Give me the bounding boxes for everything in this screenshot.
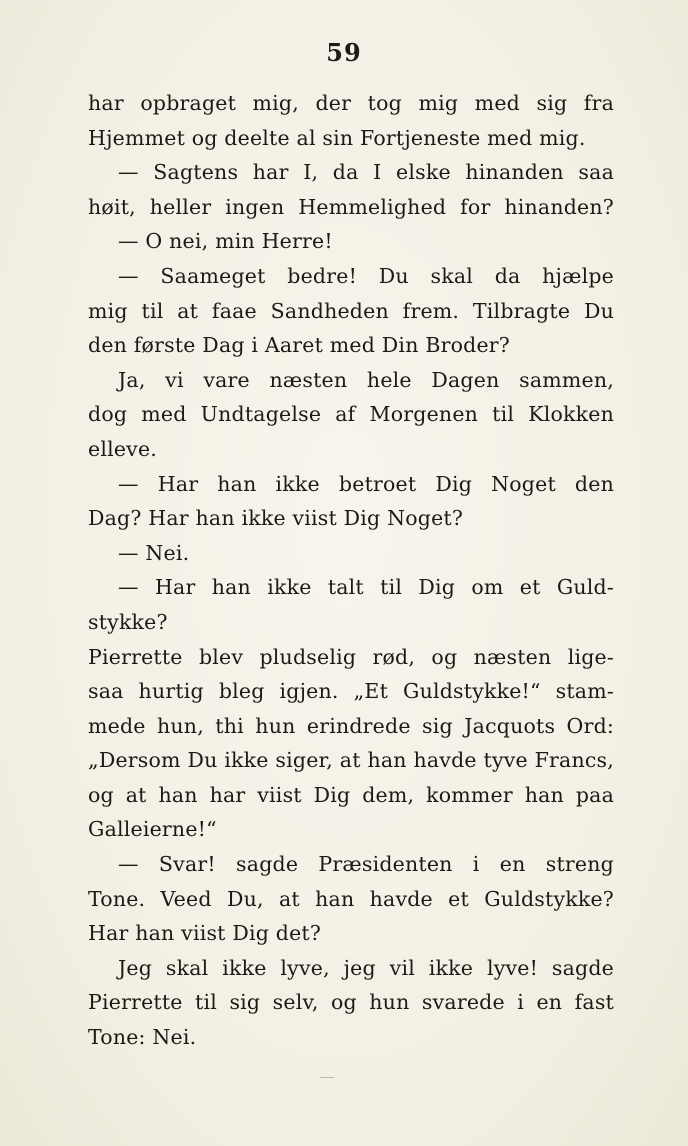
text-line: og at han har viist Dig dem, kommer han paa (88, 782, 614, 807)
body-text (88, 86, 614, 1055)
text-line: — Har han ikke talt til Dig om et Guld- (118, 575, 614, 600)
text-line: — Nei. (118, 540, 190, 565)
text-line: dog med Undtagelse af Morgenen til Klokken (88, 402, 614, 427)
text-line: „Dersom Du ikke siger, at han havde tyve Francs, (88, 748, 614, 773)
text-line: mig til at faae Sandheden frem. Tilbragte Du (88, 298, 614, 323)
text-line: — Saameget bedre! Du skal da hjælpe (118, 263, 614, 288)
text-line: Pierrette til sig selv, og hun svarede i en fast (88, 990, 614, 1015)
text-line: stykke? (88, 609, 168, 634)
text-line: Tone: Nei. (88, 1025, 197, 1050)
text-line: — O nei, min Herre! (118, 229, 333, 254)
page-mark (320, 1077, 334, 1078)
text-line: Hjemmet og deelte al sin Fortjeneste med mig. (88, 125, 586, 150)
text-line: — Har han ikke betroet Dig Noget den (118, 471, 614, 496)
text-line: Tone. Veed Du, at han havde et Guldstykke? (88, 886, 614, 911)
text-line: — Svar! sagde Præsidenten i en streng (118, 852, 614, 877)
text-line: Galleierne!“ (88, 817, 217, 842)
text-line: har opbraget mig, der tog mig med sig fra (88, 91, 614, 115)
text-line: Ja, vi vare næsten hele Dagen sammen, (118, 367, 614, 392)
text-line: elleve. (88, 436, 158, 461)
page-number: 59 (326, 38, 362, 67)
text-line: den første Dag i Aaret med Din Broder? (88, 333, 510, 358)
text-line: Dag? Har han ikke viist Dig Noget? (88, 506, 464, 531)
text-line: saa hurtig bleg igjen. „Et Guldstykke!“ stam- (88, 679, 614, 704)
text-line: Jeg skal ikke lyve, jeg vil ikke lyve! sagde (118, 955, 614, 980)
text-line: — Sagtens har I, da I elske hinanden saa (118, 160, 614, 185)
text-line: mede hun, thi hun erindrede sig Jacquots Ord: (88, 713, 614, 738)
text-line: Pierrette blev pludselig rød, og næsten lige- (88, 644, 614, 669)
text-line: Har han viist Dig det? (88, 921, 322, 946)
text-line: høit, heller ingen Hemmelighed for hinanden? (88, 194, 614, 219)
